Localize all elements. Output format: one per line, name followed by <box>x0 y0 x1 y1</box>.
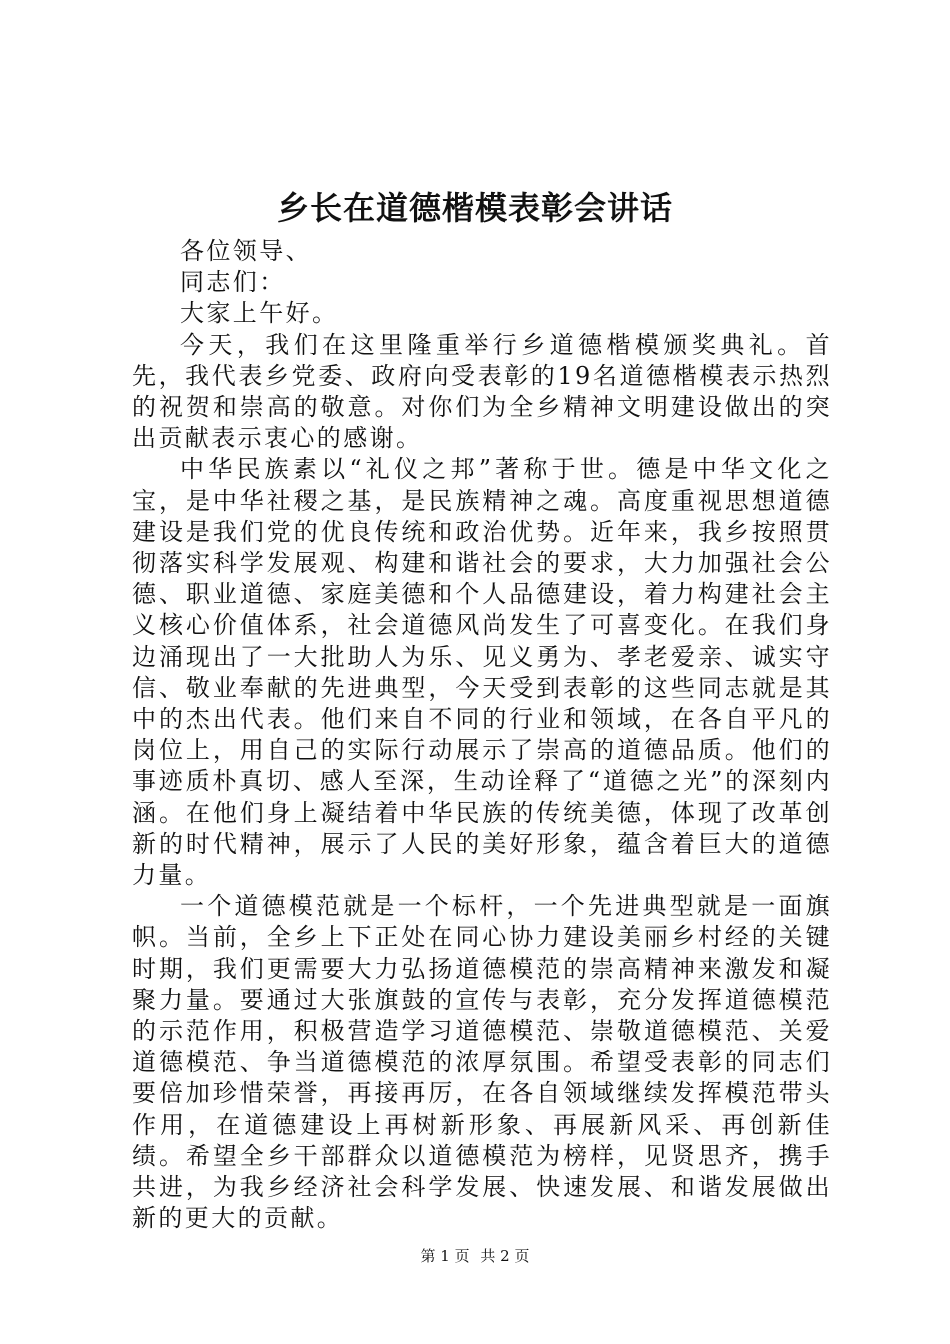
paragraph-opening: 今天，我们在这里隆重举行乡道德楷模颁奖典礼。首先，我代表乡党委、政府向受表彰的19名道德楷模表示热烈的祝贺和崇高的敬意。对你们为全乡精神文明建设做出的突出贡献表示衷心的感谢。 <box>132 330 832 453</box>
document-title: 乡长在道德楷模表彰会讲话 <box>276 189 673 227</box>
page-number-current: 第 1 页 <box>420 1247 470 1265</box>
page-footer <box>0 1245 950 1267</box>
page-number-total: 共 2 页 <box>480 1247 530 1265</box>
paragraph-salutation-comrades: 同志们： <box>180 268 286 297</box>
paragraph-greeting: 大家上午好。 <box>180 299 339 328</box>
paragraph-role-models: 一个道德模范就是一个标杆，一个先进典型就是一面旗帜。当前，全乡上下正处在同心协力建设美丽乡村经的关键时期，我们更需要大力弘扬道德模范的崇高精神来激发和凝聚力量。要通过大张旗鼓的宣传与表彰，充分发挥道德模范的示范作用，积极营造学习道德模范、崇敬道德模范、关爱道德模范、争当道德模范的浓厚氛围。希望受表彰的同志们要倍加珍惜荣誉，再接再厉，在各自领域继续发挥模范带头作用，在道德建设上再树新形象、再展新风采、再创新佳绩。希望全乡干部群众以道德模范为榜样，见贤思齐，携手共进，为我乡经济社会科学发展、快速发展、和谐发展做出新的更大的贡献。 <box>132 892 832 1233</box>
document-body <box>132 236 832 1235</box>
paragraph-moral-tradition: 中华民族素以“礼仪之邦”著称于世。德是中华文化之宝，是中华社稷之基，是民族精神之魂。高度重视思想道德建设是我们党的优良传统和政治优势。近年来，我乡按照贯彻落实科学发展观、构建和谐社会的要求，大力加强社会公德、职业道德、家庭美德和个人品德建设，着力构建社会主义核心价值体系，社会道德风尚发生了可喜变化。在我们身边涌现出了一大批助人为乐、见义勇为、孝老爱亲、诚实守信、敬业奉献的先进典型，今天受到表彰的这些同志就是其中的杰出代表。他们来自不同的行业和领域，在各自平凡的岗位上，用自己的实际行动展示了崇高的道德品质。他们的事迹质朴真切、感人至深，生动诠释了“道德之光”的深刻内涵。在他们身上凝结着中华民族的传统美德，体现了改革创新的时代精神，展示了人民的美好形象，蕴含着巨大的道德力量。 <box>132 455 832 890</box>
paragraph-salutation-leaders: 各位领导、 <box>180 237 312 265</box>
